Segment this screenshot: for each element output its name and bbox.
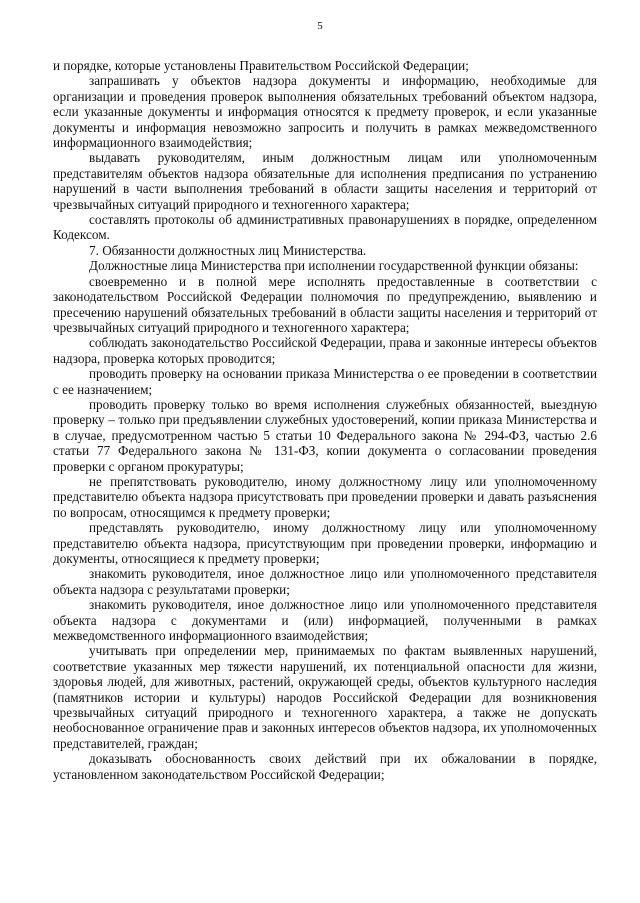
paragraph-12: представлять руководителю, иному должностному лицу или уполномоченному представителю объекта надзора, присутствующим при проведении проверки, информацию и документы, относящиеся к предмету проверки; [53, 520, 597, 566]
paragraph-8: соблюдать законодательство Российской Федерации, права и законные интересы объектов надзора, проверка которых проводится; [53, 335, 597, 366]
paragraph-6: Должностные лица Министерства при исполнении государственной функции обязаны: [89, 258, 579, 274]
paragraph-14: знакомить руководителя, иное должностное лицо или уполномоченного представителя объекта надзора с документами и (или) информацией, полученными в рамках межведомственного информационного взаимодействия; [53, 597, 597, 644]
paragraph-10: проводить проверку только во время исполнения служебных обязанностей, выездную проверку – только при предъявлении служебных удостоверений, копии приказа Министерства и в случае, предусмотренном частью 5 статьи 10 Федерального закона № 294-ФЗ, частью 2.6 статьи 77 Федерального закона № 131-ФЗ, копии документа о согласовании проведения проверки с органом прокуратуры; [53, 396, 597, 474]
page-number: 5 [317, 20, 323, 32]
section-heading-7: 7. Обязанности должностных лиц Министерства. [89, 242, 367, 258]
paragraph-13: знакомить руководителя, иное должностное лицо или уполномоченного представителя объекта надзора с результатами проверки; [53, 566, 597, 597]
paragraph-9: проводить проверку на основании приказа Министерства о ее проведении в соответствии с ее назначением; [53, 366, 597, 397]
paragraph-4: составлять протоколы об административных правонарушениях в порядке, определенном Кодексом. [53, 212, 597, 243]
paragraph-11: не препятствовать руководителю, иному должностному лицу или уполномоченному представителю объекта надзора присутствовать при проведении проверки и давать разъяснения по вопросам, относящимся к предмету проверки; [53, 473, 597, 520]
paragraph-2: запрашивать у объектов надзора документы и информацию, необходимые для организации и проведения проверок выполнения обязательных требований объектом надзора, если указанные документы и информация относятся к предмету проверок, и если указанные документы и информация невозможно запросить и получить в рамках межведомственного информационного взаимодействия; [53, 73, 597, 151]
document-body [53, 58, 597, 782]
paragraph-15: учитывать при определении мер, принимаемых по фактам выявленных нарушений, соответствие указанных мер тяжести нарушений, их потенциальной опасности для жизни, здоровья людей, для животных, растений, окружающей среды, объектов культурного наследия (памятников истории и культуры) народов Российской Федерации для возникновения чрезвычайных ситуаций природного и техногенного характера, а также не допускать необоснованное ограничение прав и законных интересов объектов надзора, их уполномоченных представителей, граждан; [53, 643, 597, 751]
paragraph-3: выдавать руководителям, иным должностным лицам или уполномоченным представителям объектов надзора обязательные для исполнения предписания по устранению нарушений в части выполнения требований в области защиты населения и территорий от чрезвычайных ситуаций природного и техногенного характера; [53, 150, 597, 212]
paragraph-1: и порядке, которые установлены Правительством Российской Федерации; [53, 58, 469, 73]
paragraph-16: доказывать обоснованность своих действий при их обжаловании в порядке, установленном законодательством Российской Федерации; [53, 751, 597, 782]
paragraph-7: своевременно и в полной мере исполнять предоставленные в соответствии с законодательством Российской Федерации полномочия по предупреждению, выявлению и пресечению нарушений обязательных требований в области защиты населения и территорий от чрезвычайных ситуаций природного и техногенного характера; [53, 273, 597, 335]
